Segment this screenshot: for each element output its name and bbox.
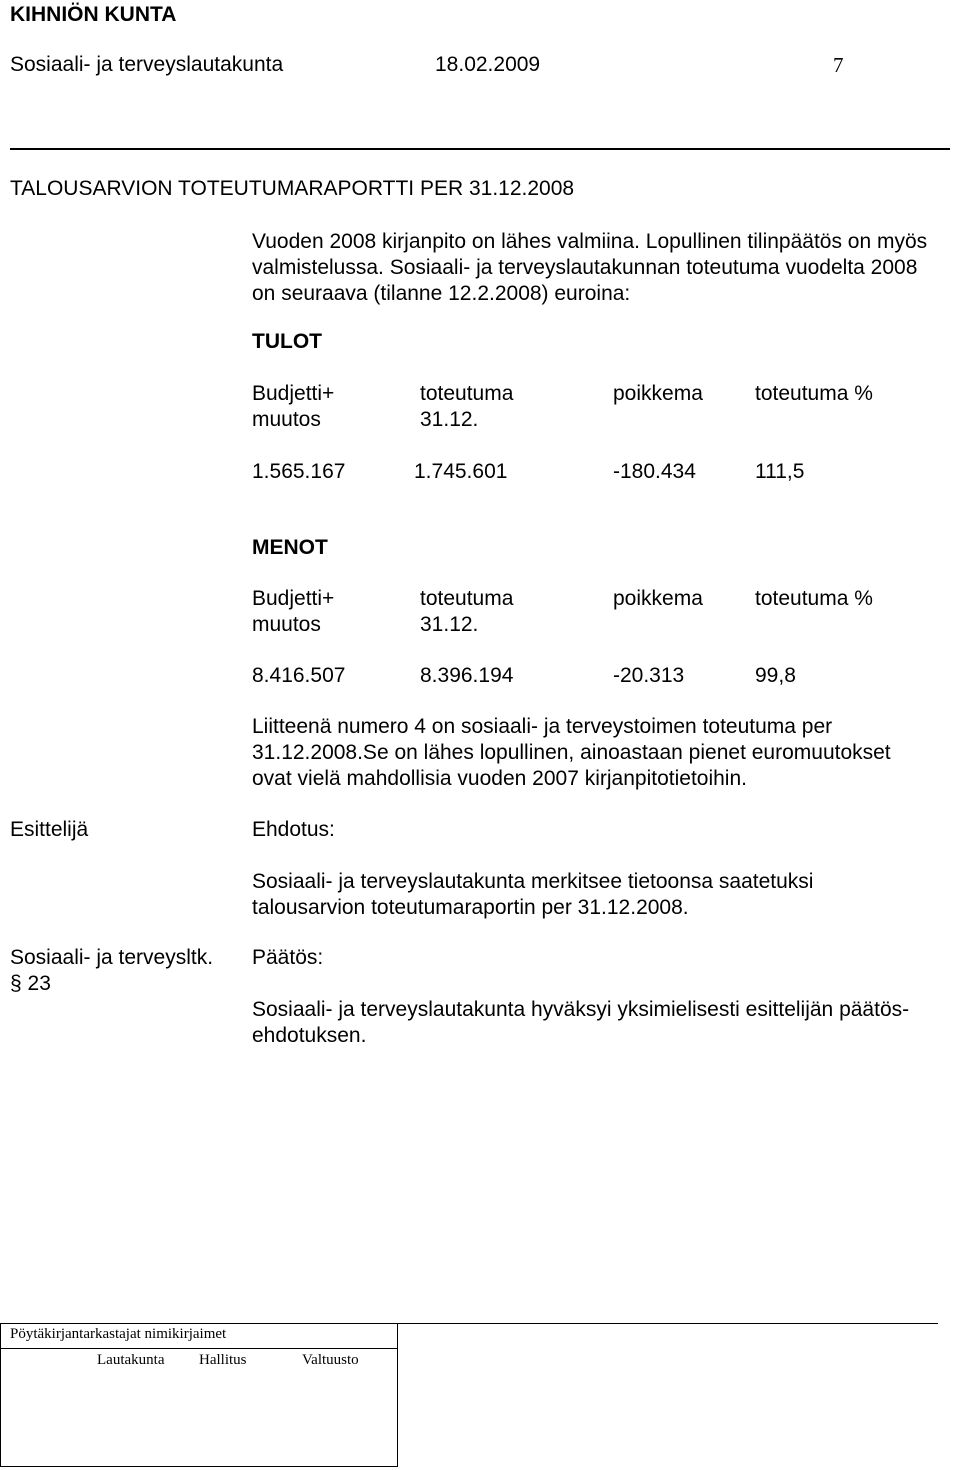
tulot-value-percent: 111,5 (755, 460, 805, 483)
section-number: 23 (27, 972, 51, 995)
footer-col-lautakunta: Lautakunta (97, 1352, 165, 1368)
proposal-label: Ehdotus: (252, 818, 335, 841)
menot-heading: MENOT (252, 536, 328, 559)
header-line: toteutuma (420, 587, 514, 610)
footer-col-valtuusto: Valtuusto (302, 1352, 359, 1368)
menot-value-deviation: -20.313 (613, 664, 685, 687)
header-divider (10, 148, 950, 150)
proposal-text: Sosiaali- ja terveyslautakunta merkitsee tietoonsa saatetuksi talousarvion toteutumaraportin per 31.12.2008. (252, 870, 814, 919)
menot-value-budget: 8.416.507 (252, 664, 346, 687)
tulot-value-deviation: -180.434 (613, 460, 696, 483)
tulot-heading: TULOT (252, 330, 322, 353)
menot-value-percent: 99,8 (755, 664, 796, 687)
meeting-date: 18.02.2009 (435, 53, 541, 76)
decision-text: Sosiaali- ja terveyslautakunta hyväksyi yksimielisesti esittelijän päätös-ehdotuksen. (252, 998, 910, 1047)
tulot-value-budget: 1.565.167 (252, 460, 346, 483)
header-line: muutos (252, 613, 321, 636)
organization-name: KIHNIÖN KUNTA (10, 3, 177, 26)
footer-col-hallitus: Hallitus (199, 1352, 247, 1368)
tulot-header-deviation: poikkema (613, 382, 703, 405)
tulot-header-actual (420, 381, 513, 433)
report-title: TALOUSARVION TOTEUTUMARAPORTTI PER 31.12.2008 (10, 177, 575, 200)
menot-header-percent: toteutuma % (755, 587, 873, 610)
page-number: 7 (833, 53, 844, 77)
attachment-note: Liitteenä numero 4 on sosiaali- ja terveystoimen toteutuma per 31.12.2008.Se on lähes lopullinen, ainoastaan pienet euromuutokset ovat vielä mahdollisia vuoden 2007 kirjanpitotietoihin. (252, 715, 891, 790)
header-line: Budjetti+ (252, 587, 335, 610)
menot-value-actual: 8.396.194 (420, 664, 514, 687)
tulot-value-actual: 1.745.601 (414, 460, 508, 483)
section-ref-board: Sosiaali- ja terveysltk. (10, 946, 214, 969)
header-line: 31.12. (420, 613, 479, 636)
tulot-header-budget (252, 381, 334, 433)
board-name: Sosiaali- ja terveyslautakunta (10, 53, 284, 76)
header-line: 31.12. (420, 408, 479, 431)
footer-title: Pöytäkirjantarkastajat nimikirjaimet (10, 1326, 227, 1342)
intro-paragraph: Vuoden 2008 kirjanpito on lähes valmiina. Lopullinen tilinpäätös on myös valmistelussa. Sosiaali- ja terveyslautakunnan toteutuma vuodelta 2008 on seuraava (tilanne 12.2.2008) euroina: (252, 230, 928, 305)
menot-header-actual (420, 586, 513, 638)
section-symbol: § (10, 972, 22, 995)
header-line: muutos (252, 408, 321, 431)
header-line: Budjetti+ (252, 382, 335, 405)
section-ref-number (10, 971, 51, 997)
menot-header-deviation: poikkema (613, 587, 703, 610)
decision-label: Päätös: (252, 946, 324, 969)
footer-inner-divider (0, 1348, 398, 1349)
footer-initials-box (0, 1323, 398, 1467)
footer-divider (398, 1323, 938, 1324)
tulot-header-percent: toteutuma % (755, 382, 873, 405)
header-line: toteutuma (420, 382, 514, 405)
menot-header-budget (252, 586, 334, 638)
presenter-label: Esittelijä (10, 818, 89, 841)
